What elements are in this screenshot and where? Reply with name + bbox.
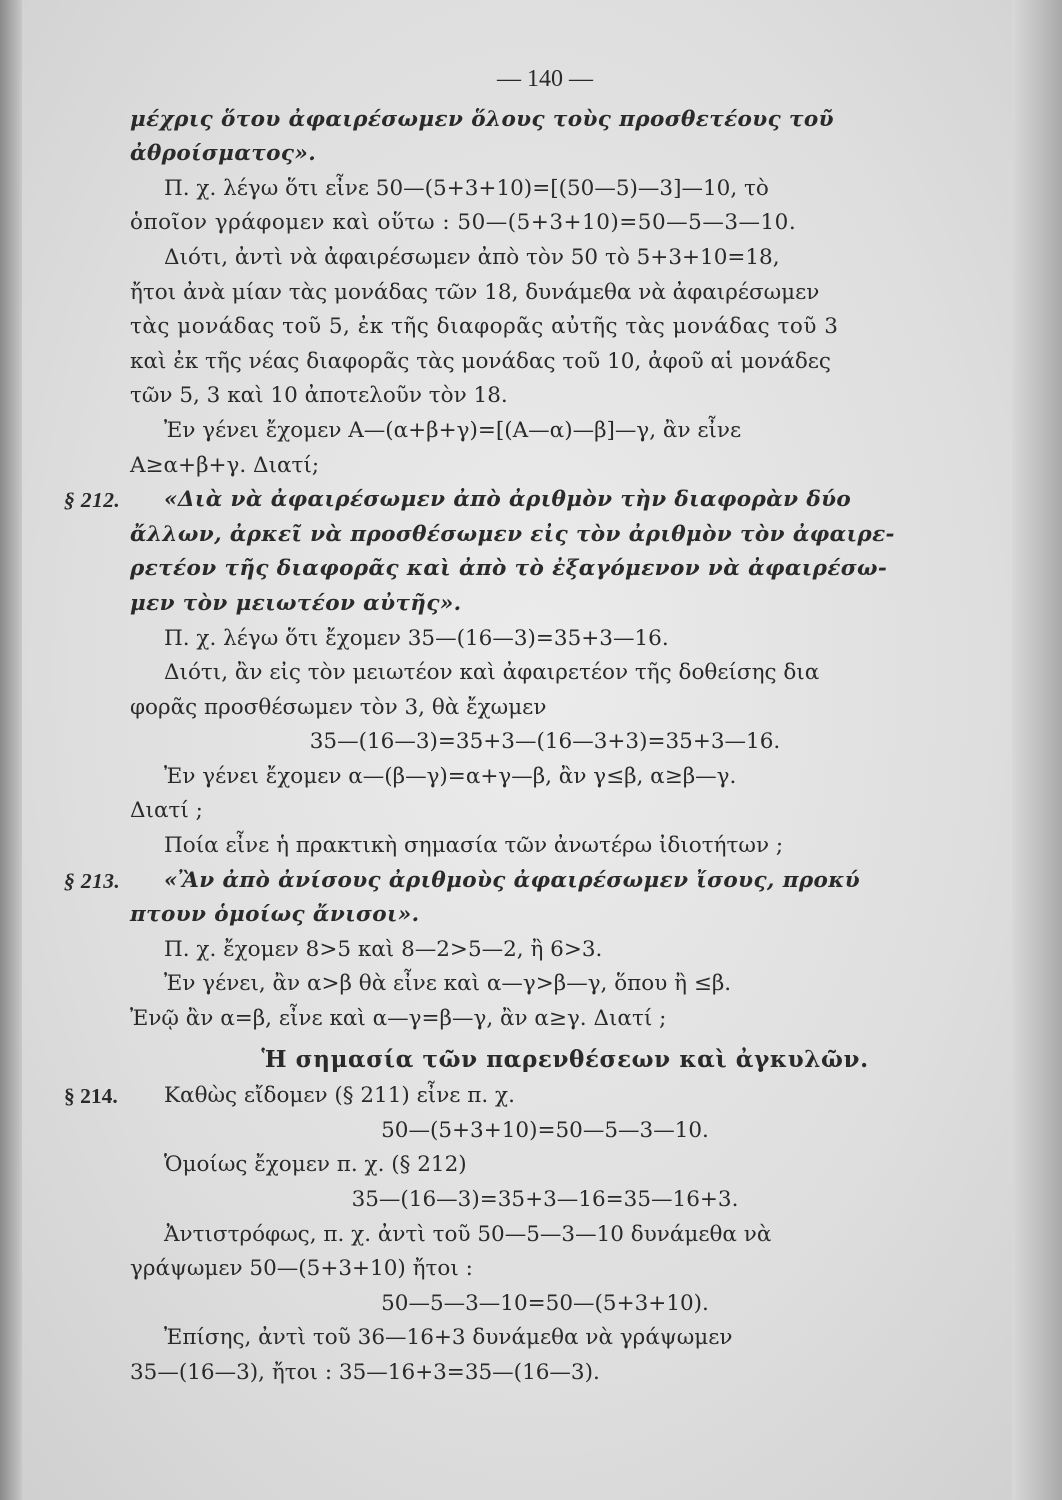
text-line: Ἀντιστρόφως, π. χ. ἀντὶ τοῦ 50—5—3—10 δυνάμεθα νὰ xyxy=(164,1221,772,1247)
text-line: Ἐνῷ ἂν α=β, εἶνε καὶ α—γ=β—γ, ἂν α≥γ. Διατί ; xyxy=(130,1006,667,1032)
text-line: Ἐπίσης, ἀντὶ τοῦ 36—16+3 δυνάμεθα νὰ γράψωμεν xyxy=(164,1325,733,1351)
section-number: § 213. xyxy=(64,868,121,893)
rule-214 xyxy=(64,1079,960,1114)
text-line: τῶν 5, 3 καὶ 10 ἀποτελοῦν τὸν 18. xyxy=(130,383,508,409)
section-number: § 214. xyxy=(64,1084,118,1109)
text-line: «Ἂν ἀπὸ ἀνίσους ἀριθμοὺς ἀφαιρέσωμεν ἴσους, προκύ xyxy=(164,867,861,893)
text-line: Π. χ. λέγω ὅτι εἶνε 50—(5+3+10)=[(50—5)—3]—10, τὸ xyxy=(164,175,769,201)
text-line: Καθὼς εἴδομεν (§ 211) εἶνε π. χ. xyxy=(164,1083,515,1109)
text-line: φορᾶς προσθέσωμεν τὸν 3, θὰ ἔχωμεν xyxy=(130,694,547,720)
page-left-shadow xyxy=(0,0,22,1500)
text-line: Π. χ. λέγω ὅτι ἔχομεν 35—(16—3)=35+3—16. xyxy=(164,625,669,651)
text-line: ὁποῖον γράφομεν καὶ οὕτω : 50—(5+3+10)=50—5—3—10. xyxy=(130,210,797,236)
text-line: Ποία εἶνε ἡ πρακτικὴ σημασία τῶν ἀνωτέρω ἰδιοτήτων ; xyxy=(164,833,784,859)
text-line: γράψωμεν 50—(5+3+10) ἤτοι : xyxy=(130,1256,473,1282)
text-line: τὰς μονάδας τοῦ 5, ἐκ τῆς διαφορᾶς αὐτῆς τὰς μονάδας τοῦ 3 xyxy=(130,314,839,340)
section-heading: Ἡ σημασία τῶν παρενθέσεων καὶ ἀγκυλῶν. xyxy=(261,1045,869,1073)
text-line: Διότι, ἀντὶ νὰ ἀφαιρέσωμεν ἀπὸ τὸν 50 τὸ 5+3+10=18, xyxy=(164,244,780,270)
text-line: «Διὰ νὰ ἀφαιρέσωμεν ἀπὸ ἀριθμὸν τὴν διαφορὰν δύο xyxy=(164,487,852,513)
text-line: μεν τὸν μειωτέον αὐτῆς». xyxy=(130,590,462,616)
page-right-edge xyxy=(1012,0,1062,1500)
rule-213 xyxy=(64,864,960,899)
text-line: πτουν ὁμοίως ἄνισοι». xyxy=(130,902,420,928)
text-line: μέχρις ὅτου ἀφαιρέσωμεν ὅλους τοὺς προσθετέους τοῦ xyxy=(130,106,834,132)
text-line: Α≥α+β+γ. Διατί; xyxy=(130,452,320,478)
text-line: καὶ ἐκ τῆς νέας διαφορᾶς τὰς μονάδας τοῦ 10, ἀφοῦ αἱ μονάδες xyxy=(130,348,831,374)
page-content xyxy=(64,62,960,1391)
section-number: § 212. xyxy=(64,488,121,513)
text-line: Διότι, ἂν εἰς τὸν μειωτέον καὶ ἀφαιρετέον τῆς δοθείσης δια xyxy=(164,660,820,686)
text-line: Ὁμοίως ἔχομεν π. χ. (§ 212) xyxy=(164,1152,467,1178)
page-number: — 140 — xyxy=(497,66,593,92)
text-line: Ἐν γένει, ἂν α>β θὰ εἶνε καὶ α—γ>β—γ, ὅπου ἢ ≤β. xyxy=(164,971,732,997)
formula-line: 35—(16—3)=35+3—(16—3+3)=35+3—16. xyxy=(309,729,781,755)
formula-line: 35—(16—3)=35+3—16=35—16+3. xyxy=(351,1187,739,1212)
rule-212 xyxy=(64,483,960,518)
text-line: ἄλλων, ἀρκεῖ νὰ προσθέσωμεν εἰς τὸν ἀριθμὸν τὸν ἀφαιρε- xyxy=(130,521,895,547)
text-line: ἤτοι ἀνὰ μίαν τὰς μονάδας τῶν 18, δυνάμεθα νὰ ἀφαιρέσωμεν xyxy=(130,279,820,305)
formula-line: 50—(5+3+10)=50—5—3—10. xyxy=(381,1117,709,1143)
text-line: Ἐν γένει ἔχομεν Α—(α+β+γ)=[(Α—α)—β]—γ, ἂν εἶνε xyxy=(164,417,742,443)
text-line: ρετέον τῆς διαφορᾶς καὶ ἀπὸ τὸ ἐξαγόμενον νὰ ἀφαιρέσω- xyxy=(130,556,888,582)
text-line: ἀθροίσματος». xyxy=(130,141,317,167)
formula-line: 50—5—3—10=50—(5+3+10). xyxy=(381,1290,709,1316)
text-line: Ἐν γένει ἔχομεν α—(β—γ)=α+γ—β, ἂν γ≤β, α≥β—γ. xyxy=(164,763,737,789)
text-line: 35—(16—3), ἤτοι : 35—16+3=35—(16—3). xyxy=(130,1359,600,1385)
text-line: Π. χ. ἔχομεν 8>5 καὶ 8—2>5—2, ἢ 6>3. xyxy=(164,936,603,962)
text-line: Διατί ; xyxy=(130,798,203,824)
